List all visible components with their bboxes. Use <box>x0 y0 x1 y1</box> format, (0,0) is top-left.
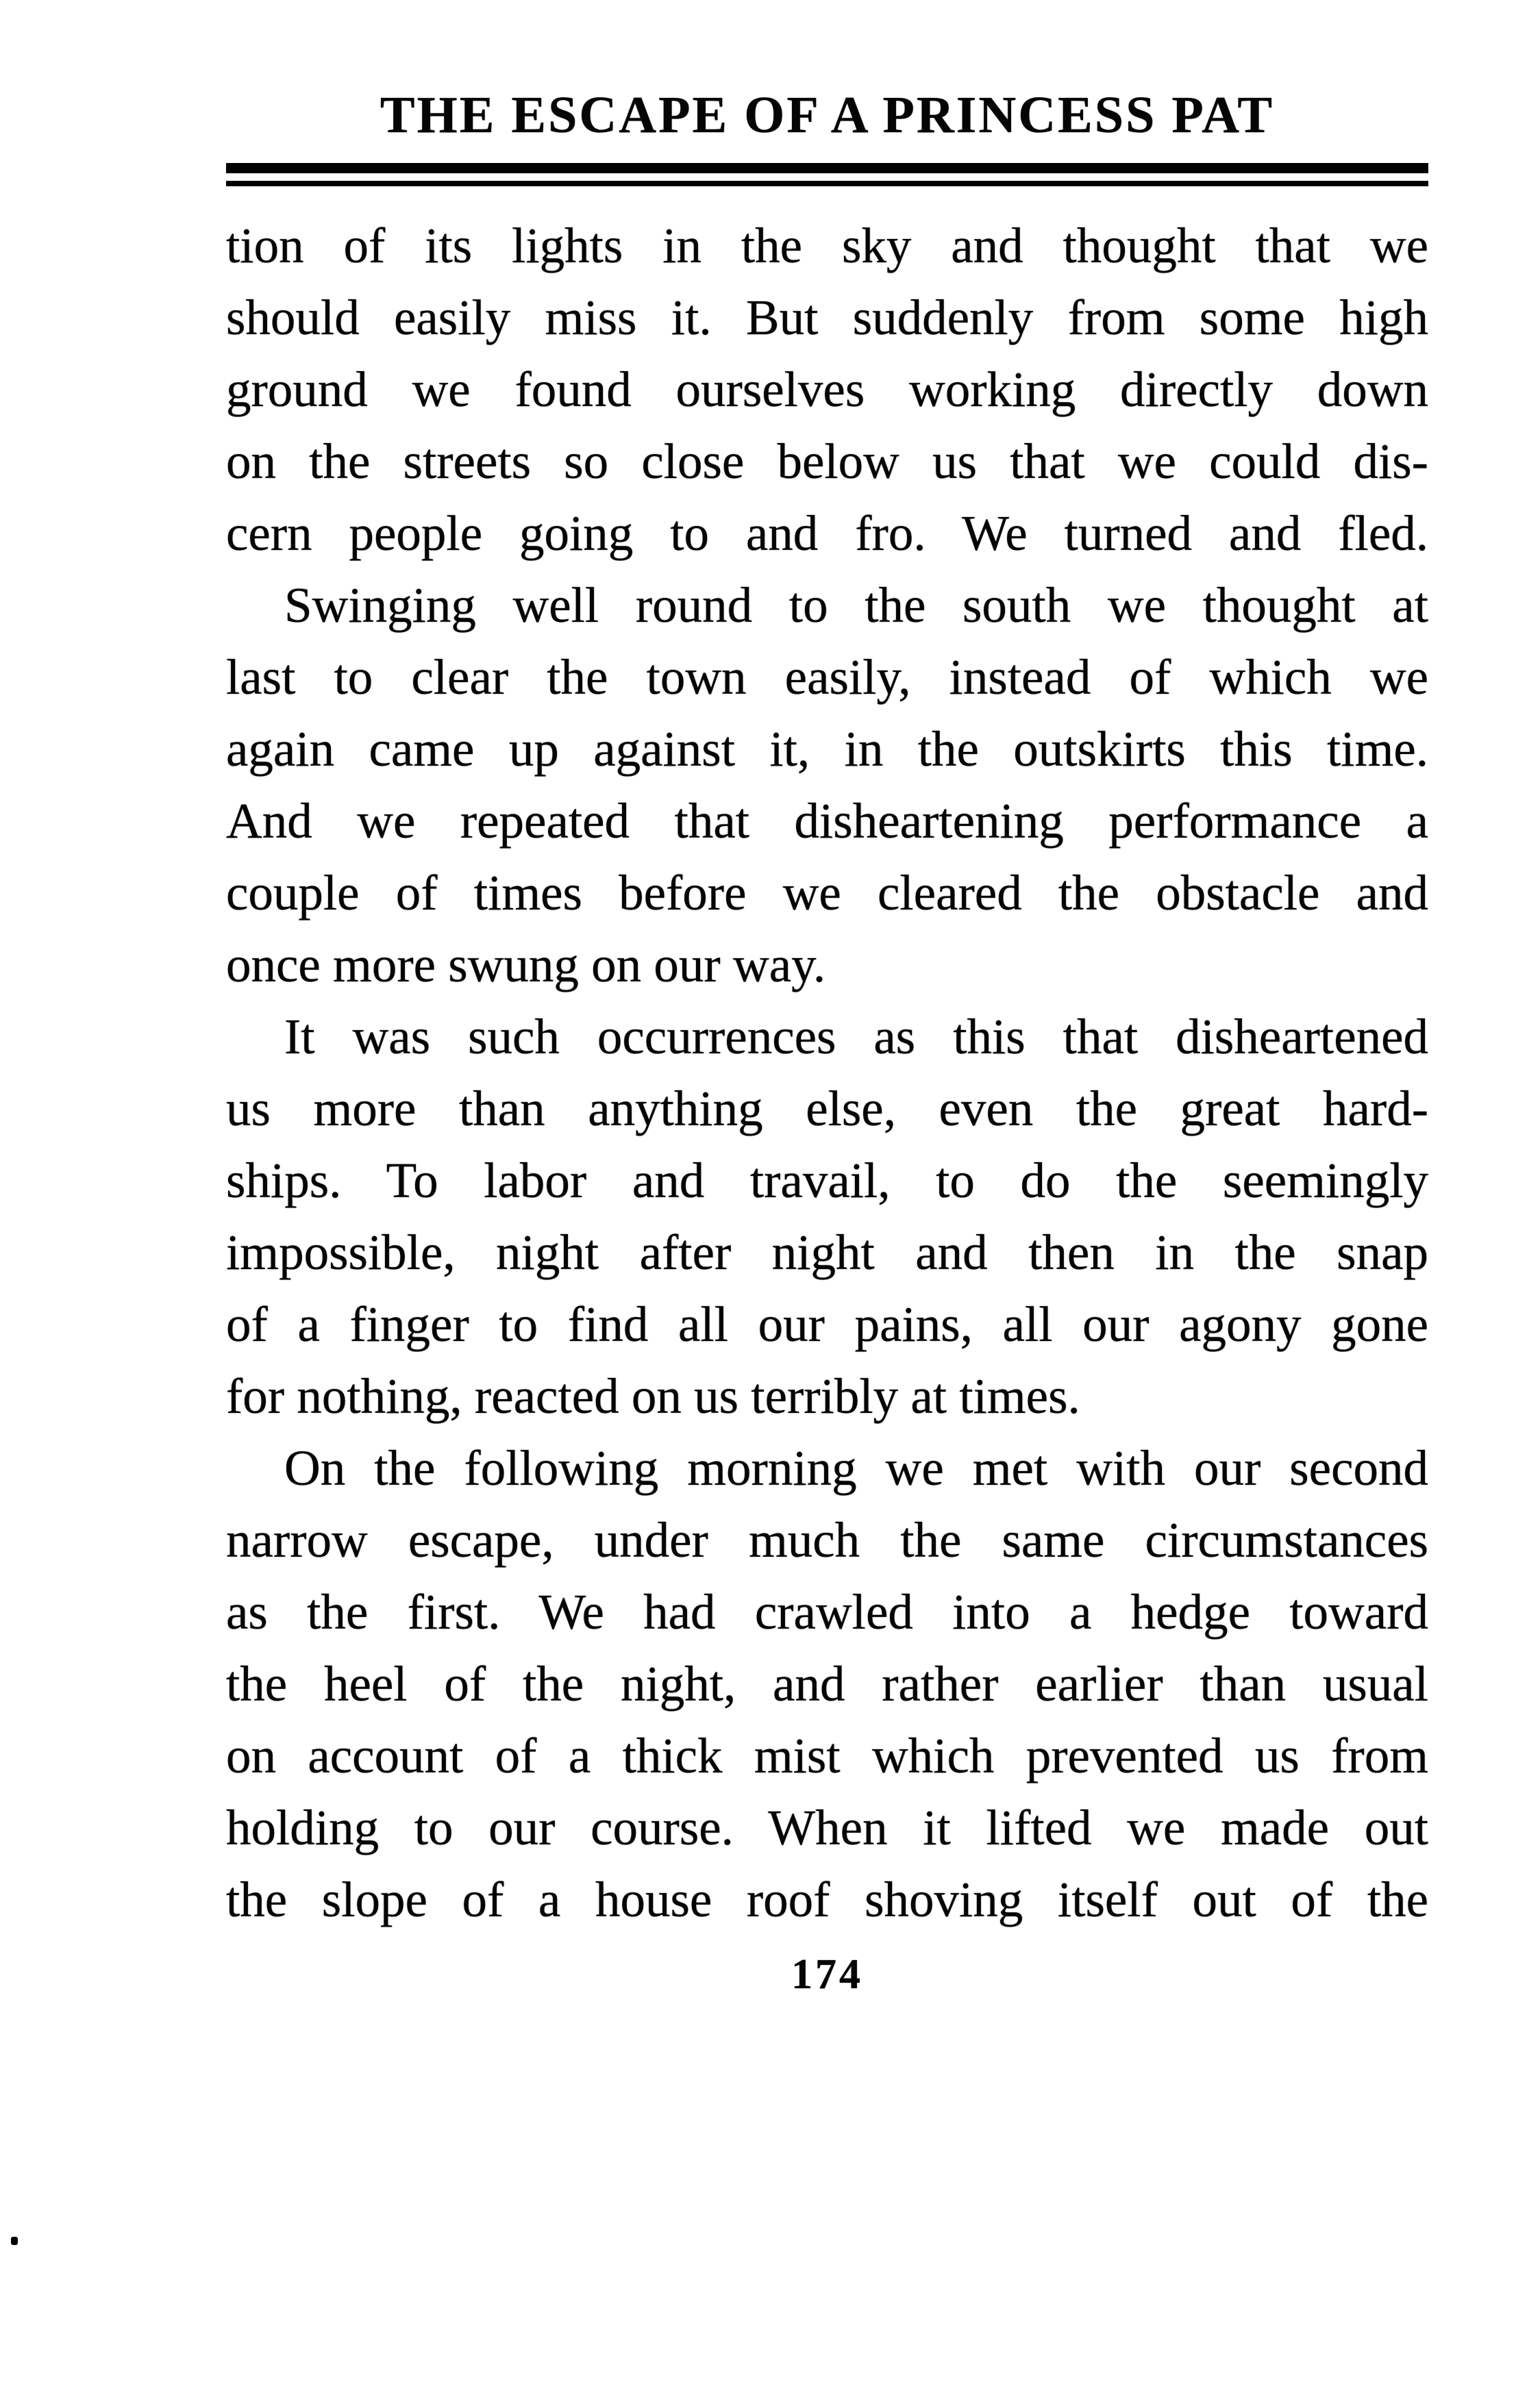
text-line: Swinging well round to the south we thought at <box>284 577 1428 633</box>
text-line: And we repeated that disheartening performance a <box>226 793 1428 849</box>
text-line: on account of a thick mist which prevented us from <box>226 1728 1428 1783</box>
text-line: the slope of a house roof shoving itself out of the <box>226 1872 1428 1927</box>
text-line: It was such occurrences as this that disheartened <box>284 1009 1428 1064</box>
text-line: us more than anything else, even the great hard- <box>226 1081 1428 1136</box>
ink-speck <box>11 2237 18 2245</box>
header-rule-thin <box>226 181 1428 186</box>
text-line: the heel of the night, and rather earlier than usual <box>226 1656 1428 1711</box>
header-rule-thick <box>226 163 1428 173</box>
text-line: couple of times before we cleared the obstacle and <box>226 865 1428 920</box>
text-line: again came up against it, in the outskirts this time. <box>226 721 1428 777</box>
text-line: last to clear the town easily, instead of which we <box>226 649 1428 705</box>
text-line: ground we found ourselves working directly down <box>226 362 1428 417</box>
text-line: of a finger to find all our pains, all our agony gone <box>226 1296 1428 1352</box>
text-line: impossible, night after night and then in the snap <box>226 1225 1428 1280</box>
text-line: holding to our course. When it lifted we made out <box>226 1800 1428 1855</box>
text-line: tion of its lights in the sky and thought that we <box>226 218 1428 273</box>
text-line: cern people going to and fro. We turned and fled. <box>226 505 1428 561</box>
text-line: On the following morning we met with our second <box>284 1440 1428 1496</box>
body-text <box>226 210 1428 1935</box>
page-number: 174 <box>791 1951 863 1998</box>
text-line: for nothing, reacted on us terribly at times. <box>226 1368 1080 1424</box>
text-line: on the streets so close below us that we could dis- <box>226 434 1428 489</box>
text-line: as the first. We had crawled into a hedge toward <box>226 1584 1428 1640</box>
text-line: ships. To labor and travail, to do the seemingly <box>226 1153 1428 1208</box>
running-header: THE ESCAPE OF A PRINCESS PAT <box>380 86 1275 144</box>
text-line: once more swung on our way. <box>226 937 826 992</box>
text-line: narrow escape, under much the same circumstances <box>226 1512 1428 1568</box>
text-line: should easily miss it. But suddenly from some high <box>226 290 1428 345</box>
